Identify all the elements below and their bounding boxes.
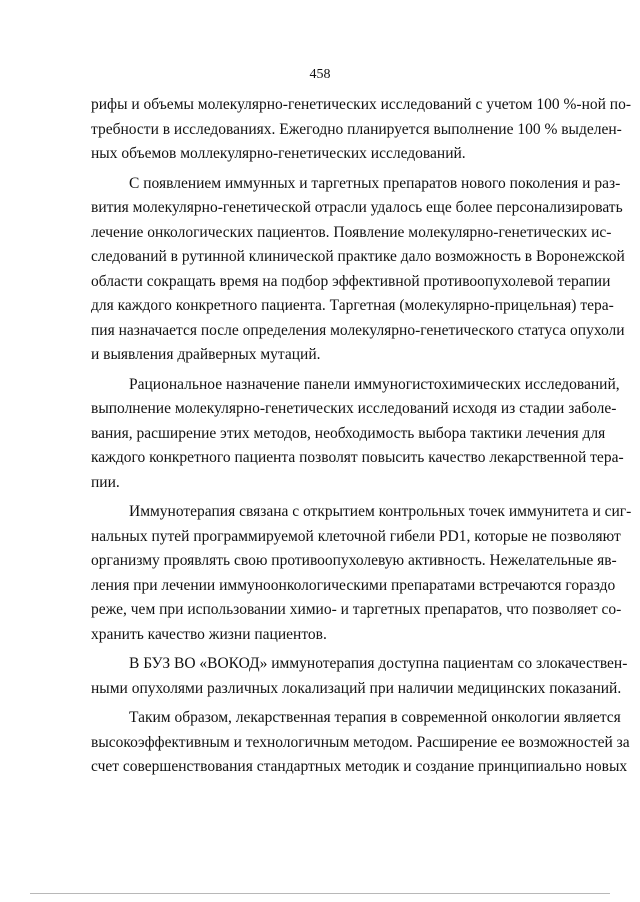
text-line: вания, расширение этих методов, необходимость выбора тактики лечения для bbox=[91, 424, 606, 442]
text-line: С появлением иммунных и таргетных препаратов нового поколения и раз- bbox=[129, 174, 621, 192]
text-line: хранить качество жизни пациентов. bbox=[91, 625, 327, 643]
text-line: Иммунотерапия связана с открытием контрольных точек иммунитета и сиг- bbox=[129, 503, 632, 520]
text-line: организму проявлять свою противоопухолевую активность. Нежелательные яв- bbox=[91, 552, 617, 569]
text-line: и выявления драйверных мутаций. bbox=[91, 346, 321, 363]
text-line: следований в рутинной клинической практике дало возможность в Воронежской bbox=[91, 248, 625, 265]
text-line: требности в исследованиях. Ежегодно планируется выполнение 100 % выделен- bbox=[91, 120, 622, 138]
text-line: рифы и объемы молекулярно-генетических исследований с учетом 100 %-ной по- bbox=[91, 96, 631, 113]
text-line: вития молекулярно-генетической отрасли удалось еще более персонализировать bbox=[91, 199, 623, 216]
page-number: 458 bbox=[309, 67, 331, 82]
text-line: пии. bbox=[91, 473, 120, 491]
text-line: области сокращать время на подбор эффективной противоопухолевой терапии bbox=[91, 272, 611, 290]
text-line: пия назначается после определения молекулярно-генетического статуса опухоли bbox=[91, 321, 625, 339]
page-bottom-edge bbox=[30, 893, 610, 894]
text-line: для каждого конкретного пациента. Таргетная (молекулярно-прицельная) тера- bbox=[91, 297, 614, 314]
text-line: ных объемов моллекулярно-генетических исследований. bbox=[91, 145, 466, 162]
text-line: ления при лечении иммуноонкологическими препаратами встречаются гораздо bbox=[91, 576, 616, 594]
text-line: лечение онкологических пациентов. Появление молекулярно-генетических ис- bbox=[91, 223, 612, 241]
text-line: Рациональное назначение панели иммуногистохимических исследований, bbox=[129, 375, 620, 393]
text-line: счет совершенствования стандартных методик и создание принципиально новых bbox=[91, 758, 628, 775]
text-line: Таким образом, лекарственная терапия в современной онкологии является bbox=[129, 709, 621, 726]
text-line: выполнение молекулярно-генетических исследований исходя из стадии заболе- bbox=[91, 400, 617, 417]
text-line: каждого конкретного пациента позволят повысить качество лекарственной тера- bbox=[91, 449, 624, 466]
text-line: реже, чем при использовании химио- и таргетных препаратов, что позволяет со- bbox=[91, 601, 622, 618]
text-line: ными опухолями различных локализаций при наличии медицинских показаний. bbox=[91, 679, 622, 697]
text-line: В БУЗ ВО «ВОКОД» иммунотерапия доступна пациентам со злокачествен- bbox=[129, 655, 628, 672]
text-line: нальных путей программируемой клеточной гибели PD1, которые не позволяют bbox=[91, 527, 621, 545]
text-line: высокоэффективным и технологичным методом. Расширение ее возможностей за bbox=[91, 733, 630, 751]
body-text bbox=[91, 93, 632, 780]
